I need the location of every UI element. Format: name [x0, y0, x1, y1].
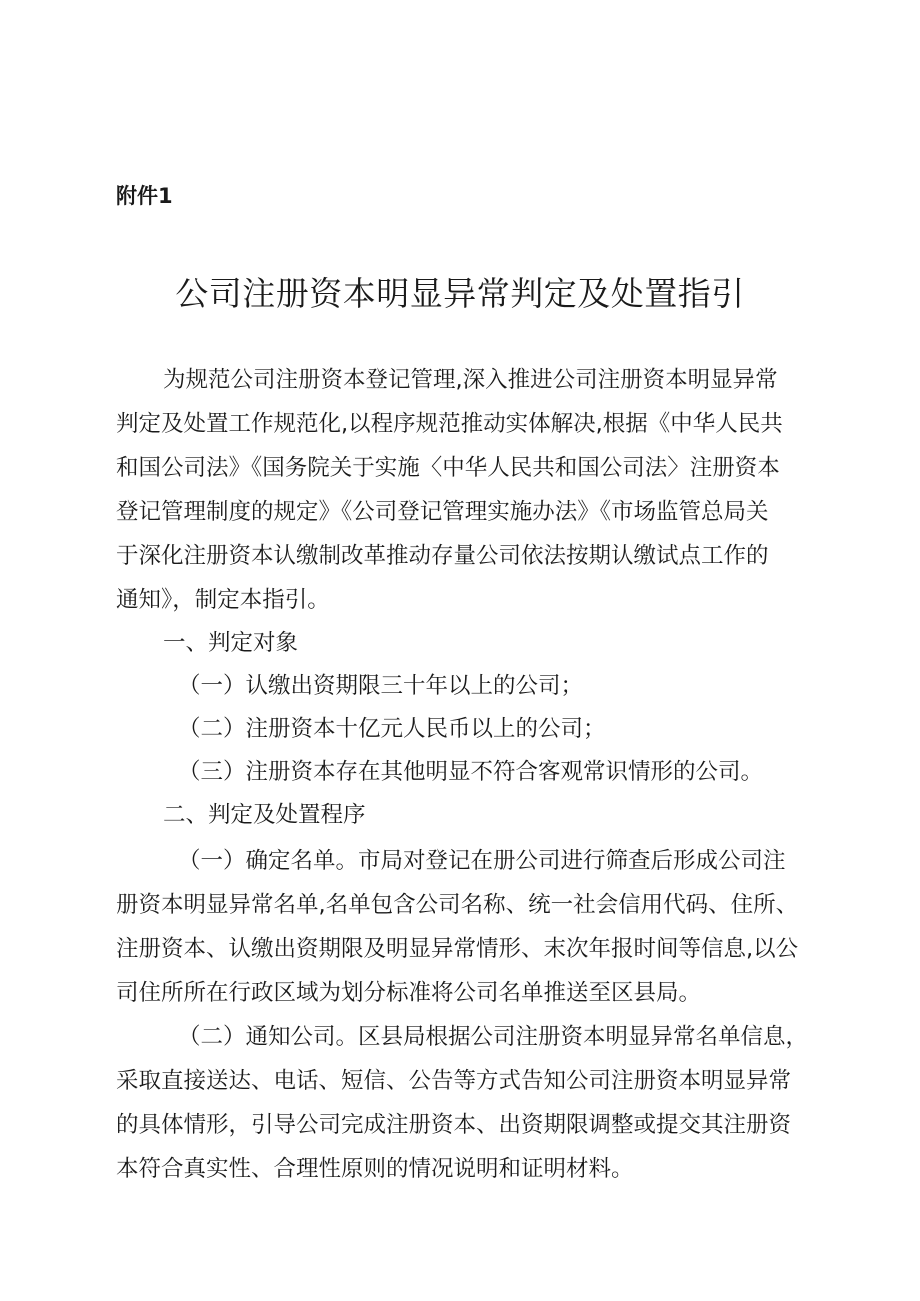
paragraph-line: 本符合真实性、合理性原则的情况说明和证明材料。: [116, 1156, 634, 1182]
intro-line: 于深化注册资本认缴制改革推动存量公司依法按期认缴试点工作的: [116, 543, 769, 569]
paragraph-line: 注册资本、认缴出资期限及明显异常情形、末次年报时间等信息,以公: [116, 936, 799, 962]
section-heading: 一、判定对象: [163, 630, 299, 656]
list-item: （二）注册资本十亿元人民币以上的公司；: [178, 716, 606, 742]
paragraph-line: 司住所所在行政区域为划分标准将公司名单推送至区县局。: [116, 980, 702, 1006]
paragraph-line: 的具体情形，引导公司完成注册资本、出资期限调整或提交其注册资: [116, 1112, 792, 1138]
paragraph-line: （一）确定名单。市局对登记在册公司进行筛查后形成公司注: [178, 848, 786, 874]
list-item: （一）认缴出资期限三十年以上的公司；: [178, 673, 584, 699]
intro-line: 为规范公司注册资本登记管理,深入推进公司注册资本明显异常: [163, 367, 778, 393]
paragraph-line: 采取直接送达、电话、短信、公告等方式告知公司注册资本明显异常: [116, 1068, 792, 1094]
intro-line: 和国公司法》《国务院关于实施〈中华人民共和国公司法〉注册资本: [116, 455, 780, 481]
attachment-label: 附件1: [116, 184, 173, 208]
intro-line: 登记管理制度的规定》《公司登记管理实施办法》《市场监管总局关: [116, 499, 769, 525]
list-item: （三）注册资本存在其他明显不符合客观常识情形的公司。: [178, 759, 764, 785]
paragraph-line: 册资本明显异常名单,名单包含公司名称、统一社会信用代码、住所、: [116, 892, 799, 918]
section-heading: 二、判定及处置程序: [163, 802, 366, 828]
intro-line: 通知》，制定本指引。: [116, 587, 330, 613]
intro-line: 判定及处置工作规范化,以程序规范推动实体解决,根据《中华人民共: [116, 411, 783, 437]
paragraph-line: （二）通知公司。区县局根据公司注册资本明显异常名单信息，: [178, 1024, 809, 1050]
document-title: 公司注册资本明显异常判定及处置指引: [175, 274, 745, 313]
